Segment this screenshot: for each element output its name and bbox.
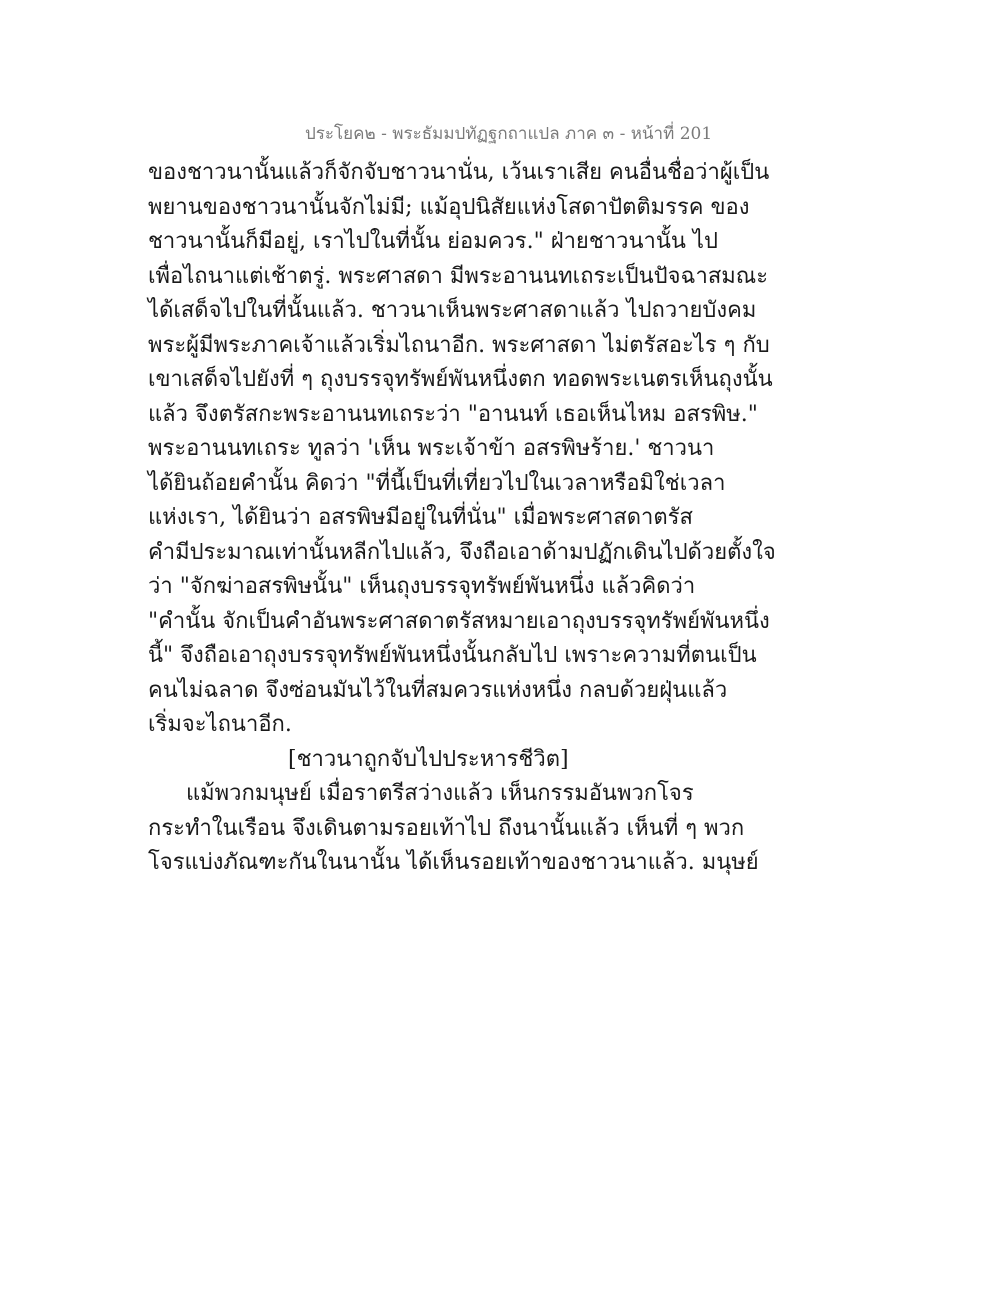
text-line: แม้พวกมนุษย์ เมื่อราตรีสว่างแล้ว เห็นกรรมอันพวกโจร xyxy=(186,781,694,806)
text-line: เพื่อไถนาแต่เช้าตรู่. พระศาสดา มีพระอานนทเถระเป็นปัจฉาสมณะ xyxy=(148,263,769,289)
text-line: โจรแบ่งภัณฑะกันในนานั้น ได้เห็นรอยเท้าของชาวนาแล้ว. มนุษย์ xyxy=(148,850,759,875)
body-text xyxy=(148,156,776,881)
text-line: คนไม่ฉลาด จึงซ่อนมันไว้ในที่สมควรแห่งหนึ่ง กลบด้วยฝุ่นแล้ว xyxy=(148,677,728,703)
text-line: ได้ยินถ้อยคำนั้น คิดว่า "ที่นี้เป็นที่เที่ยวไปในเวลาหรือมิใช่เวลา xyxy=(148,470,726,496)
section-heading: [ชาวนาถูกจับไปประหารชีวิต] xyxy=(288,746,569,772)
text-line: เริ่มจะไถนาอีก. xyxy=(148,712,292,737)
text-line: ของชาวนานั้นแล้วก็จักจับชาวนานั่น, เว้นเราเสีย คนอื่นชื่อว่าผู้เป็น xyxy=(148,160,770,185)
text-line: พระผู้มีพระภาคเจ้าแล้วเริ่มไถนาอีก. พระศาสดา ไม่ตรัสอะไร ๆ กับ xyxy=(148,332,770,358)
text-line: ได้เสด็จไปในที่นั้นแล้ว. ชาวนาเห็นพระศาสดาแล้ว ไปถวายบังคม xyxy=(148,298,757,323)
text-line: แล้ว จึงตรัสกะพระอานนทเถระว่า "อานนท์ เธอเห็นไหม อสรพิษ." xyxy=(148,401,758,427)
text-line: พระอานนทเถระ ทูลว่า 'เห็น พระเจ้าข้า อสรพิษร้าย.' ชาวนา xyxy=(148,436,715,461)
text-line: ว่า "จักฆ่าอสรพิษนั้น" เห็นถุงบรรจุทรัพย์พันหนึ่ง แล้วคิดว่า xyxy=(148,574,696,599)
text-line: แห่งเรา, ได้ยินว่า อสรพิษมีอยู่ในที่นั่น" เมื่อพระศาสดาตรัส xyxy=(148,505,693,530)
text-line: คำมีประมาณเท่านั้นหลีกไปแล้ว, จึงถือเอาด้ามปฏักเดินไปด้วยตั้งใจ xyxy=(148,539,776,565)
running-header: ประโยค๒ - พระธัมมปทัฏฐกถาแปล ภาค ๓ - หน้าที่ 201 xyxy=(305,124,713,144)
text-line: "คำนั้น จักเป็นคำอันพระศาสดาตรัสหมายเอาถุงบรรจุทรัพย์พันหนึ่ง xyxy=(148,608,770,634)
text-line: นี้" จึงถือเอาถุงบรรจุทรัพย์พันหนึ่งนั้นกลับไป เพราะความที่ตนเป็น xyxy=(148,643,757,668)
text-line: เขาเสด็จไปยังที่ ๆ ถุงบรรจุทรัพย์พันหนึ่งตก ทอดพระเนตรเห็นถุงนั้น xyxy=(148,367,773,392)
text-line: พยานของชาวนานั้นจักไม่มี; แม้อุปนิสัยแห่งโสดาปัตติมรรค ของ xyxy=(148,194,750,220)
text-line: ชาวนานั้นก็มีอยู่, เราไปในที่นั้น ย่อมควร." ฝ่ายชาวนานั้น ไป xyxy=(148,229,718,254)
text-line: กระทำในเรือน จึงเดินตามรอยเท้าไป ถึงนานั้นแล้ว เห็นที่ ๆ พวก xyxy=(148,815,745,841)
